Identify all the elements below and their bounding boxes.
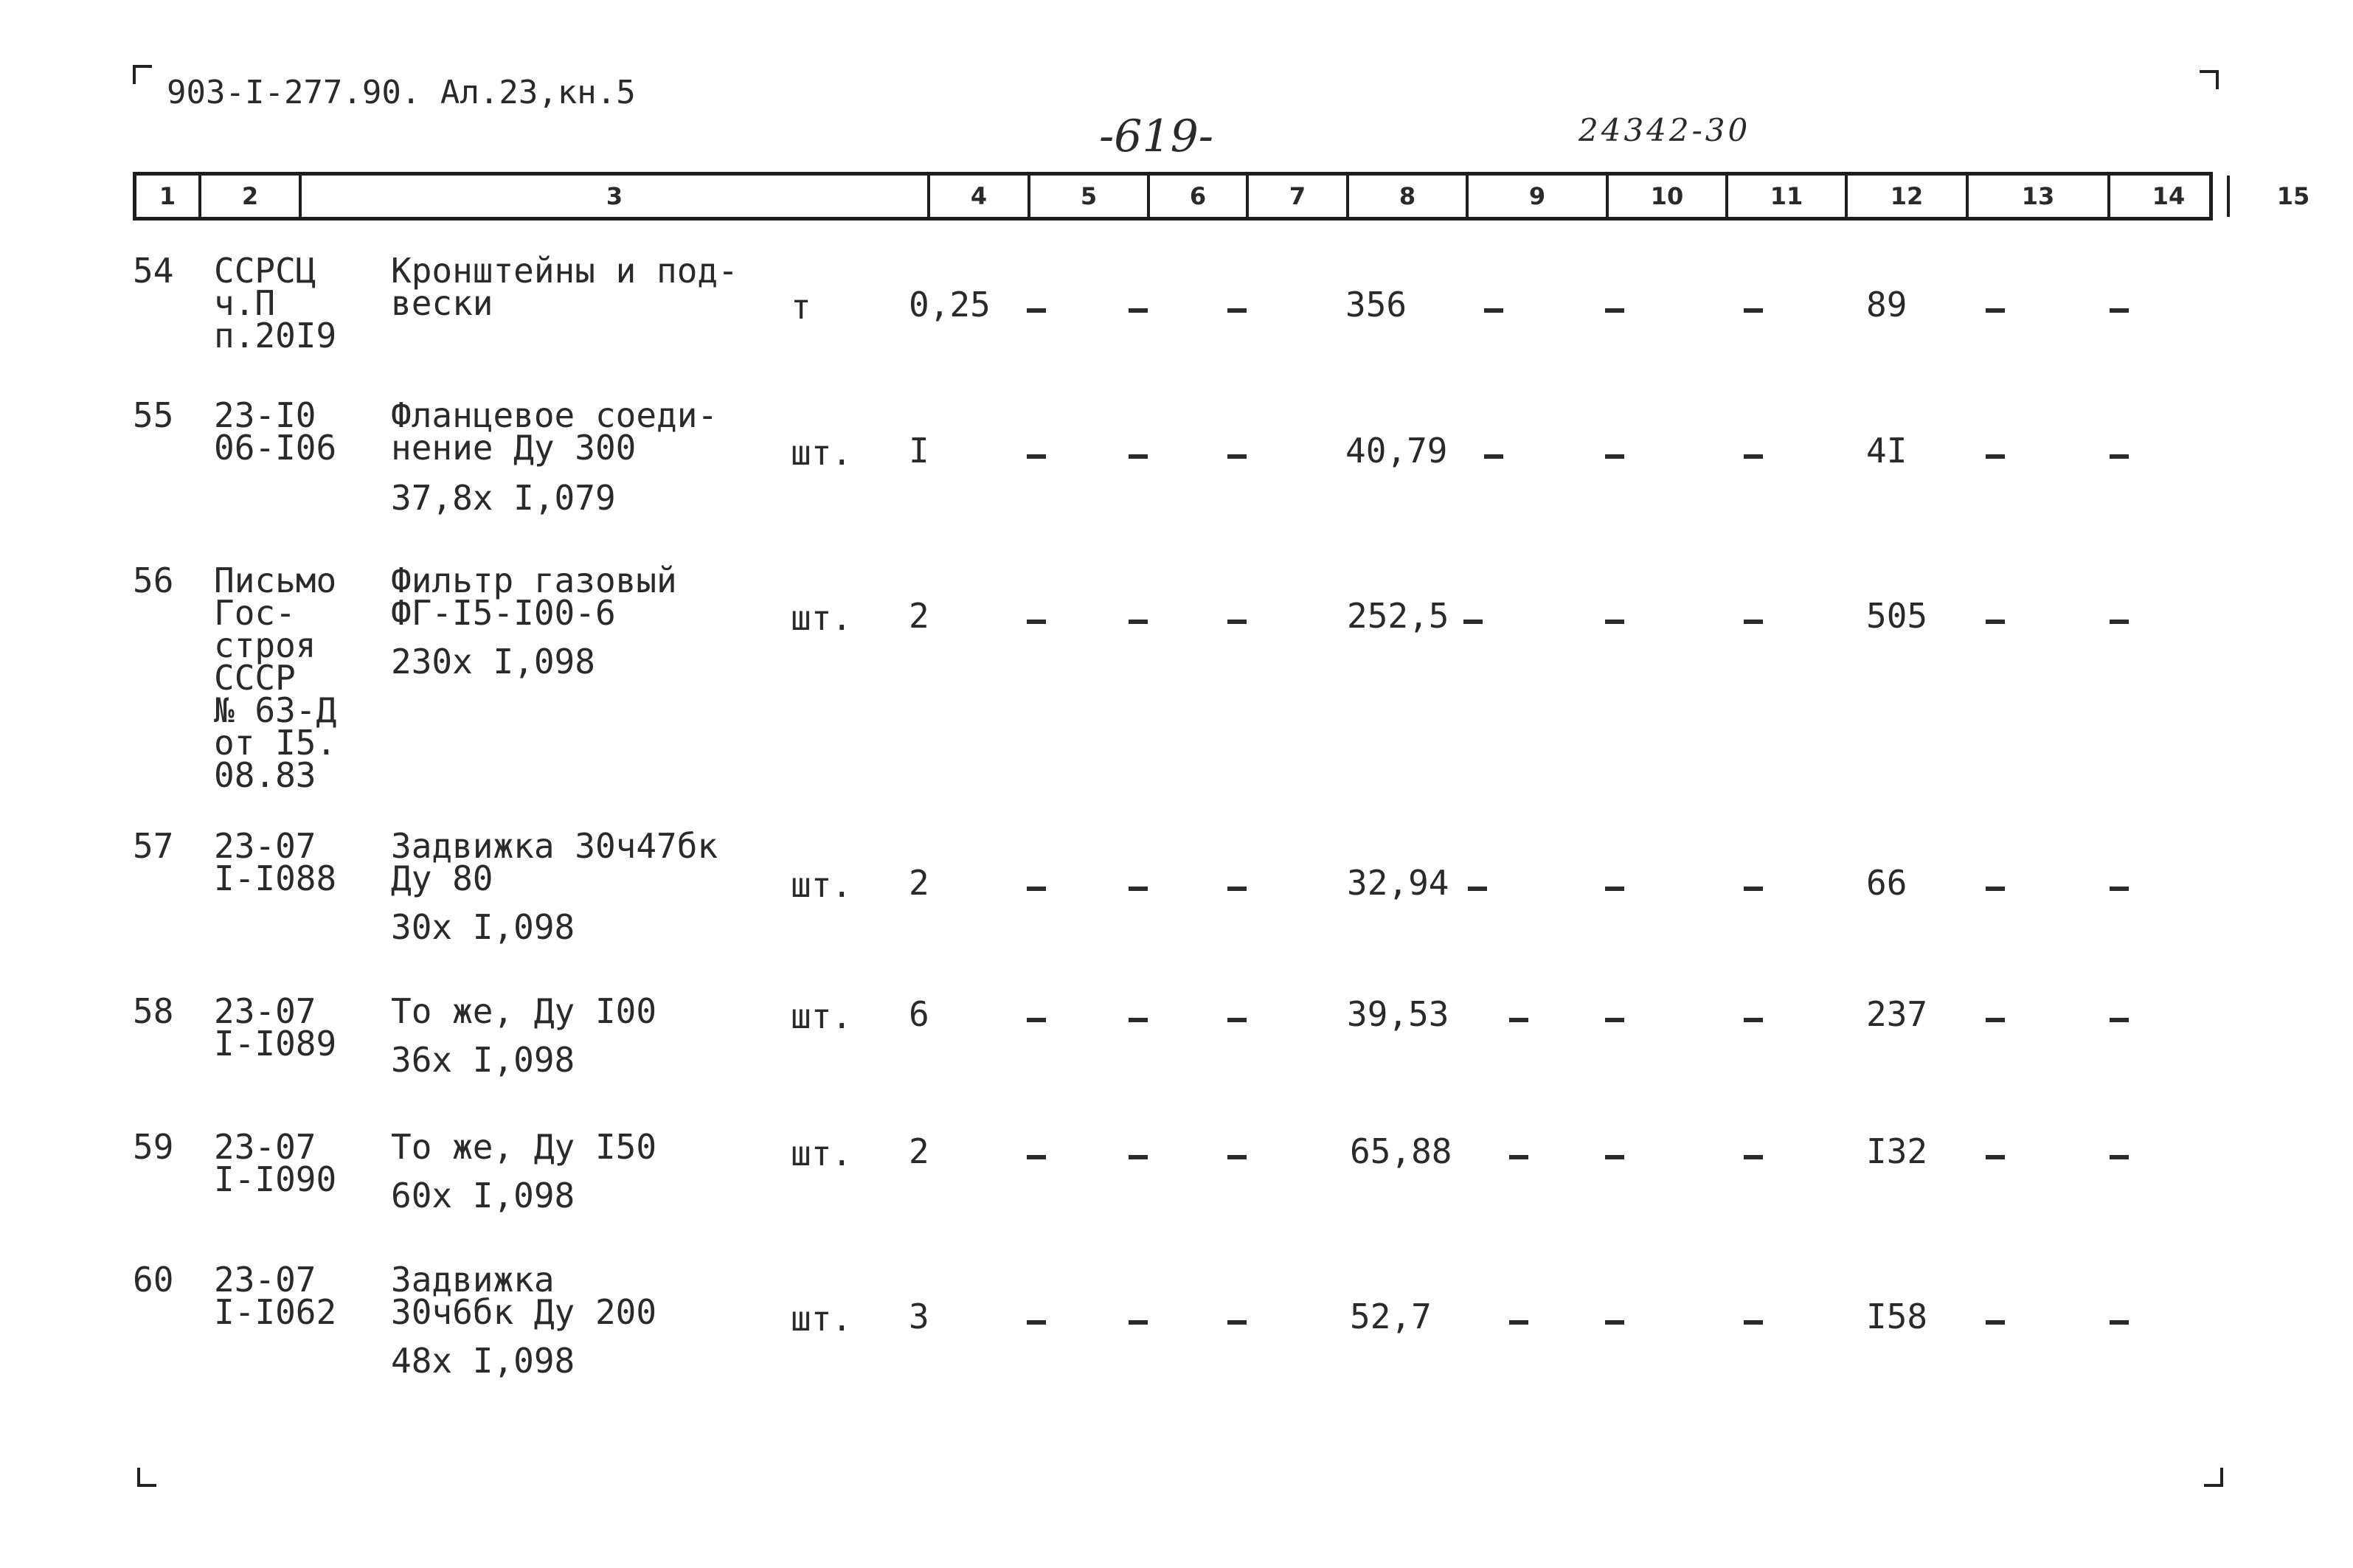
empty-cell-dash (2110, 1155, 2129, 1159)
empty-cell-dash (1027, 1320, 1046, 1325)
empty-cell-dash (1986, 1155, 2005, 1159)
empty-cell-dash (1986, 454, 2005, 459)
reference-line: п.20I9 (214, 316, 337, 355)
unit: шт. (791, 865, 853, 905)
empty-cell-dash (1744, 308, 1763, 313)
column-header: 4 (930, 176, 1030, 217)
unit: шт. (791, 433, 853, 473)
reference-line: I-I062 (214, 1292, 337, 1332)
empty-cell-dash (2110, 620, 2129, 624)
calculation: 36х I,098 (391, 1040, 575, 1080)
empty-cell-dash (1986, 620, 2005, 624)
row-number: 56 (133, 561, 174, 600)
total-value: 237 (1866, 994, 1928, 1034)
reference-line: 23-07 (214, 826, 316, 866)
quantity: 6 (909, 994, 929, 1034)
empty-cell-dash (1129, 620, 1148, 624)
empty-cell-dash (1227, 454, 1247, 459)
empty-cell-dash (1027, 1018, 1046, 1022)
empty-cell-dash (1509, 1155, 1528, 1159)
empty-cell-dash (1744, 454, 1763, 459)
column-header: 12 (1848, 176, 1969, 217)
reference-line: I-I089 (214, 1024, 337, 1064)
corner-mark-top-left (133, 65, 152, 84)
empty-cell-dash (1509, 1018, 1528, 1022)
reference-line: I-I088 (214, 858, 337, 898)
empty-cell-dash (1986, 1320, 2005, 1325)
reference-line: от I5. (214, 723, 337, 763)
calculation: 37,8х I,079 (391, 478, 616, 518)
empty-cell-dash (1227, 1018, 1247, 1022)
column-header: 6 (1150, 176, 1249, 217)
empty-cell-dash (1509, 1320, 1528, 1325)
empty-cell-dash (1605, 1320, 1624, 1325)
description-line: Ду 80 (391, 858, 493, 898)
description-line: 30ч6бк Ду 200 (391, 1292, 657, 1332)
reference-line: I-I090 (214, 1159, 337, 1199)
empty-cell-dash (1986, 887, 2005, 891)
description-line: Фланцевое соеди- (391, 395, 718, 435)
column-header-row (133, 172, 2310, 221)
empty-cell-dash (1027, 1155, 1046, 1159)
quantity: 2 (909, 596, 929, 636)
description-line: Фильтр газовый (391, 561, 677, 600)
corner-mark-bottom-left (137, 1468, 156, 1487)
column-header: 13 (1969, 176, 2110, 217)
column-header: 2 (201, 176, 302, 217)
empty-cell-dash (1129, 308, 1148, 313)
empty-cell-dash (1227, 1155, 1247, 1159)
reference-line: 23-07 (214, 1127, 316, 1167)
row-number: 60 (133, 1260, 174, 1300)
quantity: 2 (909, 1131, 929, 1171)
empty-cell-dash (1227, 1320, 1247, 1325)
row-number: 58 (133, 991, 174, 1031)
column-header: 9 (1469, 176, 1609, 217)
cost-value: 65,88 (1350, 1131, 1452, 1171)
unit: шт. (791, 598, 853, 638)
empty-cell-dash (1484, 308, 1503, 313)
cost-value: 39,53 (1347, 994, 1449, 1034)
reference-line: строя (214, 625, 316, 665)
reference-line: ССРСЦ (214, 251, 316, 291)
row-number: 57 (133, 826, 174, 866)
calculation: 48х I,098 (391, 1341, 575, 1381)
empty-cell-dash (1129, 1018, 1148, 1022)
reference-line: Письмо (214, 561, 337, 600)
calculation: 30х I,098 (391, 907, 575, 947)
empty-cell-dash (1744, 1155, 1763, 1159)
empty-cell-dash (1605, 1155, 1624, 1159)
quantity: 0,25 (909, 285, 991, 325)
total-value: 505 (1866, 596, 1928, 636)
quantity: 2 (909, 863, 929, 903)
description-line: Кронштейны и под- (391, 251, 738, 291)
reference-line: ч.П (214, 283, 276, 323)
cost-value: 32,94 (1347, 863, 1449, 903)
reference-line: 23-07 (214, 1260, 316, 1300)
document-number: 24342-30 (1579, 112, 1751, 148)
cost-value: 52,7 (1350, 1297, 1432, 1336)
empty-cell-dash (1227, 887, 1247, 891)
cost-value: 40,79 (1345, 431, 1448, 471)
unit: шт. (791, 996, 853, 1036)
empty-cell-dash (1744, 1018, 1763, 1022)
empty-cell-dash (1605, 1018, 1624, 1022)
description-line: вески (391, 283, 493, 323)
empty-cell-dash (2110, 887, 2129, 891)
empty-cell-dash (1986, 1018, 2005, 1022)
reference-line: 23-I0 (214, 395, 316, 435)
unit: шт. (791, 1134, 853, 1173)
description-line: То же, Ду I50 (391, 1127, 657, 1167)
page-number: -619- (1099, 111, 1214, 162)
total-value: 89 (1866, 285, 1907, 325)
empty-cell-dash (1227, 308, 1247, 313)
empty-cell-dash (1129, 887, 1148, 891)
empty-cell-dash (1463, 620, 1483, 624)
empty-cell-dash (1605, 887, 1624, 891)
description-line: То же, Ду I00 (391, 991, 657, 1031)
empty-cell-dash (1027, 454, 1046, 459)
column-header: 15 (2276, 182, 2310, 210)
empty-cell-dash (1129, 454, 1148, 459)
empty-cell-dash (1744, 620, 1763, 624)
empty-cell-dash (2110, 308, 2129, 313)
quantity: I (909, 431, 929, 471)
empty-cell-dash (1027, 887, 1046, 891)
calculation: 60х I,098 (391, 1176, 575, 1215)
corner-mark-bottom-right (2204, 1468, 2223, 1487)
empty-cell-dash (1605, 454, 1624, 459)
row-number: 59 (133, 1127, 174, 1167)
column-header: 8 (1349, 176, 1469, 217)
empty-cell-dash (1227, 620, 1247, 624)
row-number: 54 (133, 251, 174, 291)
description-line: Задвижка (391, 1260, 555, 1300)
empty-cell-dash (1129, 1320, 1148, 1325)
empty-cell-dash (1605, 620, 1624, 624)
empty-cell-dash (1027, 620, 1046, 624)
total-value: I32 (1866, 1131, 1928, 1171)
reference-line: Гос- (214, 593, 296, 633)
empty-cell-dash (1986, 308, 2005, 313)
cost-value: 356 (1345, 285, 1407, 325)
document-code: 903-I-277.90. Ал.23,кн.5 (167, 74, 636, 111)
reference-line: 06-I06 (214, 428, 337, 468)
empty-cell-dash (2110, 454, 2129, 459)
empty-cell-dash (2110, 1018, 2129, 1022)
empty-cell-dash (1027, 308, 1046, 313)
cost-value: 252,5 (1347, 596, 1449, 636)
empty-cell-dash (1468, 887, 1487, 891)
column-header: 7 (1249, 176, 1349, 217)
reference-line: 08.83 (214, 755, 316, 795)
reference-line: 23-07 (214, 991, 316, 1031)
empty-cell-dash (1484, 454, 1503, 459)
quantity: 3 (909, 1297, 929, 1336)
total-value: I58 (1866, 1297, 1928, 1336)
column-header: 3 (302, 176, 930, 217)
description-line: Задвижка 30ч47бк (391, 826, 718, 866)
calculation: 230х I,098 (391, 642, 595, 681)
corner-mark-top-right (2200, 70, 2219, 89)
column-header: 5 (1030, 176, 1150, 217)
column-header: 1 (136, 176, 201, 217)
total-value: 4I (1866, 431, 1907, 471)
column-header: 14 (2110, 176, 2230, 217)
column-header: 11 (1728, 176, 1848, 217)
column-header: 10 (1609, 176, 1728, 217)
empty-cell-dash (1744, 1320, 1763, 1325)
empty-cell-dash (2110, 1320, 2129, 1325)
row-number: 55 (133, 395, 174, 435)
description-line: ФГ-I5-I00-6 (391, 593, 616, 633)
reference-line: СССР (214, 658, 296, 698)
description-line: нение Ду 300 (391, 428, 637, 468)
total-value: 66 (1866, 863, 1907, 903)
unit: шт. (791, 1299, 853, 1339)
unit: т (791, 287, 811, 327)
reference-line: № 63-Д (214, 690, 337, 730)
empty-cell-dash (1605, 308, 1624, 313)
empty-cell-dash (1744, 887, 1763, 891)
empty-cell-dash (1129, 1155, 1148, 1159)
